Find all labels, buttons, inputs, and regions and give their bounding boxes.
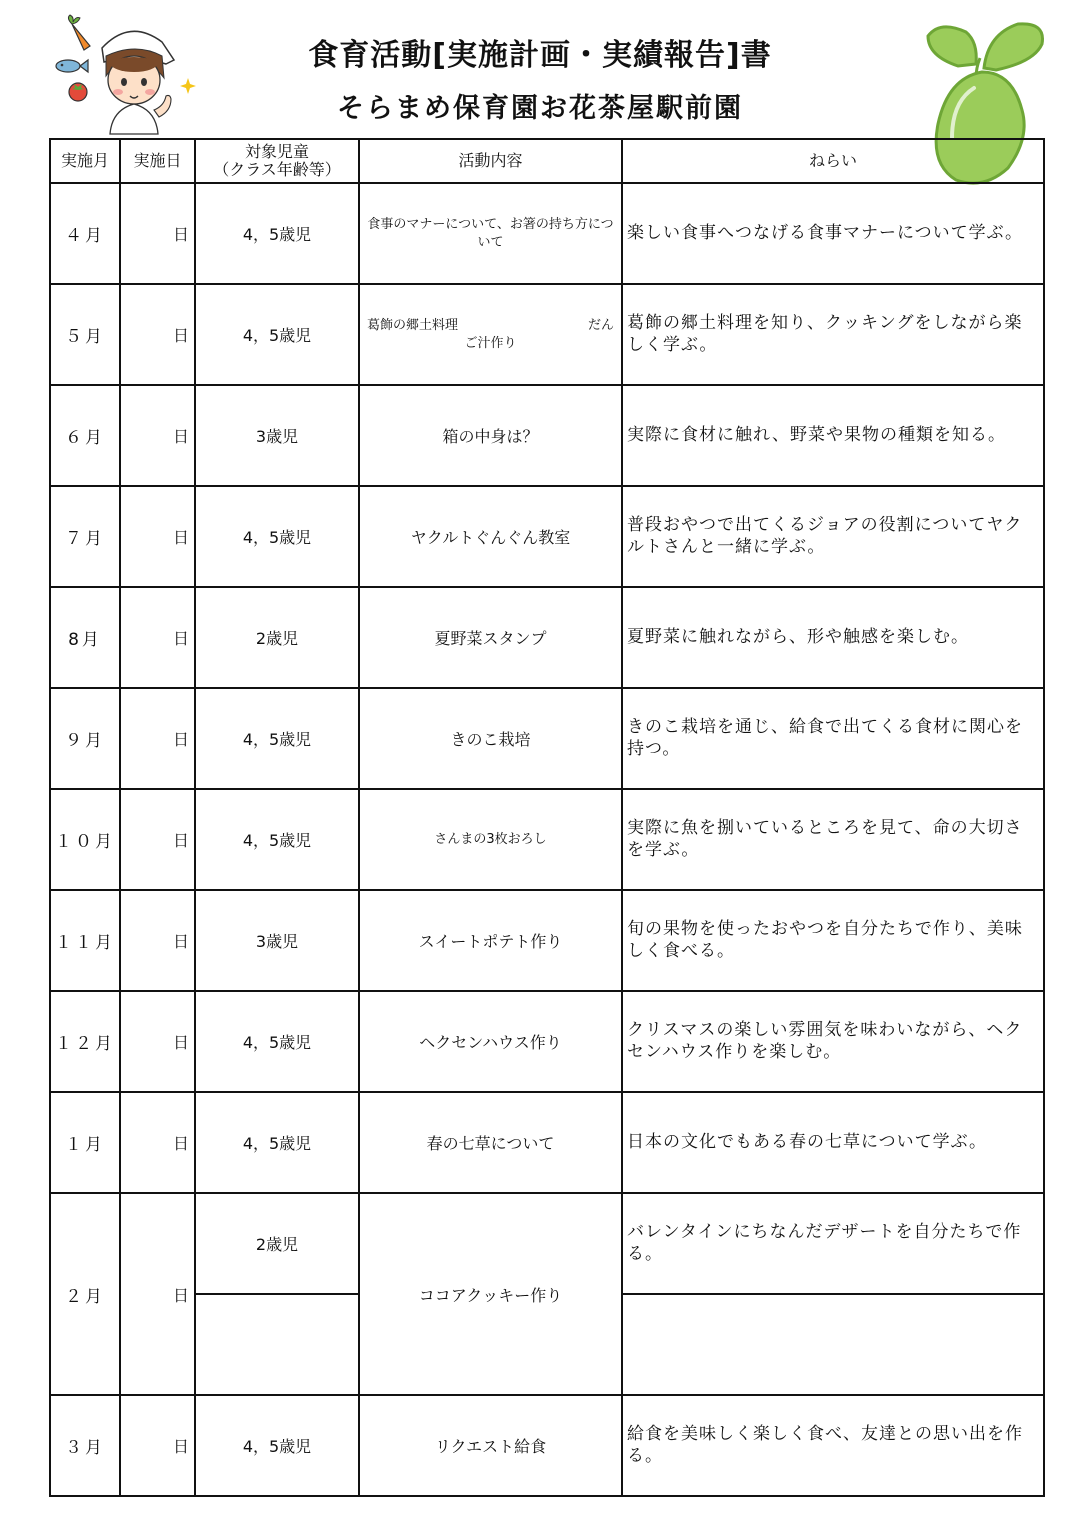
month-cell: 8月	[50, 587, 120, 688]
page-header	[0, 0, 1081, 140]
aim-cell: 葛飾の郷土料理を知り、クッキングをしながら楽しく学ぶ。	[622, 284, 1044, 385]
day-cell: 日	[120, 1395, 195, 1496]
carrot-icon	[68, 15, 90, 50]
day-cell: 日	[120, 688, 195, 789]
table-row	[50, 486, 1044, 587]
aim-cell: 給食を美味しく楽しく食べ、友達との思い出を作る。	[622, 1395, 1044, 1496]
aim-cell: 実際に魚を捌いているところを見て、命の大切さを学ぶ。	[622, 789, 1044, 890]
target-cell: 4，5歳児	[195, 991, 359, 1092]
target-cell: 4，5歳児	[195, 1395, 359, 1496]
table-row	[50, 183, 1044, 284]
column-header-target: 対象児童 （クラス年齢等）	[195, 139, 359, 183]
target-cell: 4，5歳児	[195, 183, 359, 284]
activity-cell: さんまの3枚おろし	[359, 789, 622, 890]
day-cell: 日	[120, 1193, 195, 1395]
table-row	[50, 385, 1044, 486]
activity-cell: 食事のマナーについて、お箸の持ち方について	[359, 183, 622, 284]
table-row	[50, 1092, 1044, 1193]
aim-cell: クリスマスの楽しい雰囲気を味わいながら、ヘクセンハウス作りを楽しむ。	[622, 991, 1044, 1092]
column-header-month: 実施月	[50, 139, 120, 183]
activity-cell: リクエスト給食	[359, 1395, 622, 1496]
month-cell: ７月	[50, 486, 120, 587]
document-title: 食育活動[実施計画・実績報告]書	[308, 38, 772, 73]
month-cell: ９月	[50, 688, 120, 789]
target-cell: 3歳児	[195, 890, 359, 991]
aim-cell: 楽しい食事へつなげる食事マナーについて学ぶ。	[622, 183, 1044, 284]
target-cell: 4，5歳児	[195, 1092, 359, 1193]
activity-cell: スイートポテト作り	[359, 890, 622, 991]
aim-cell: 旬の果物を使ったおやつを自分たちで作り、美味しく食べる。	[622, 890, 1044, 991]
table-row	[50, 991, 1044, 1092]
aim-cell: きのこ栽培を通じ、給食で出てくる食材に関心を持つ。	[622, 688, 1044, 789]
month-cell: ４月	[50, 183, 120, 284]
table-row	[50, 284, 1044, 385]
month-cell: ３月	[50, 1395, 120, 1496]
target-cell: 4，5歳児	[195, 284, 359, 385]
table-row	[50, 1193, 1044, 1294]
target-cell: 2歳児	[195, 587, 359, 688]
month-cell: ６月	[50, 385, 120, 486]
activity-cell: 箱の中身は？	[359, 385, 622, 486]
column-header-activity: 活動内容	[359, 139, 622, 183]
aim-cell: 実際に食材に触れ、野菜や果物の種類を知る。	[622, 385, 1044, 486]
month-cell: １月	[50, 1092, 120, 1193]
column-header-aim: ねらい	[622, 139, 1044, 183]
day-cell: 日	[120, 1092, 195, 1193]
day-cell: 日	[120, 789, 195, 890]
day-cell: 日	[120, 183, 195, 284]
activity-cell: 春の七草について	[359, 1092, 622, 1193]
target-cell: 4，5歳児	[195, 789, 359, 890]
month-cell: ２月	[50, 1193, 120, 1395]
aim-cell: 日本の文化でもある春の七草について学ぶ。	[622, 1092, 1044, 1193]
activity-cell: きのこ栽培	[359, 688, 622, 789]
table-row	[50, 789, 1044, 890]
target-cell: 4，5歳児	[195, 688, 359, 789]
chef-girl-illustration	[50, 14, 200, 138]
day-cell: 日	[120, 486, 195, 587]
day-cell: 日	[120, 991, 195, 1092]
target-cell: 2歳児	[195, 1193, 359, 1294]
nursery-name: そらまめ保育園お花茶屋駅前園	[337, 93, 743, 124]
table-row	[50, 587, 1044, 688]
target-cell	[195, 1294, 359, 1395]
day-cell: 日	[120, 385, 195, 486]
table-row	[50, 890, 1044, 991]
activity-cell: 葛飾の郷土料理 だんご汁作り	[359, 284, 622, 385]
aim-cell: 夏野菜に触れながら、形や触感を楽しむ。	[622, 587, 1044, 688]
aim-cell	[622, 1294, 1044, 1395]
activity-cell: ココアクッキー作り	[359, 1193, 622, 1395]
day-cell: 日	[120, 890, 195, 991]
tomato-icon	[69, 83, 87, 101]
target-cell: 3歳児	[195, 385, 359, 486]
aim-cell: 普段おやつで出てくるジョアの役割についてヤクルトさんと一緒に学ぶ。	[622, 486, 1044, 587]
table-row	[50, 1395, 1044, 1496]
activity-cell: 夏野菜スタンプ	[359, 587, 622, 688]
aim-cell: バレンタインにちなんだデザートを自分たちで作る。	[622, 1193, 1044, 1294]
activity-plan-table	[49, 138, 1045, 1497]
column-header-day: 実施日	[120, 139, 195, 183]
fish-icon	[56, 60, 88, 72]
day-cell: 日	[120, 587, 195, 688]
target-cell: 4，5歳児	[195, 486, 359, 587]
month-cell: １０月	[50, 789, 120, 890]
month-cell: １１月	[50, 890, 120, 991]
activity-cell: ヘクセンハウス作り	[359, 991, 622, 1092]
month-cell: １２月	[50, 991, 120, 1092]
table-header-row	[50, 139, 1044, 183]
month-cell: ５月	[50, 284, 120, 385]
table-row	[50, 688, 1044, 789]
activity-cell: ヤクルトぐんぐん教室	[359, 486, 622, 587]
day-cell: 日	[120, 284, 195, 385]
